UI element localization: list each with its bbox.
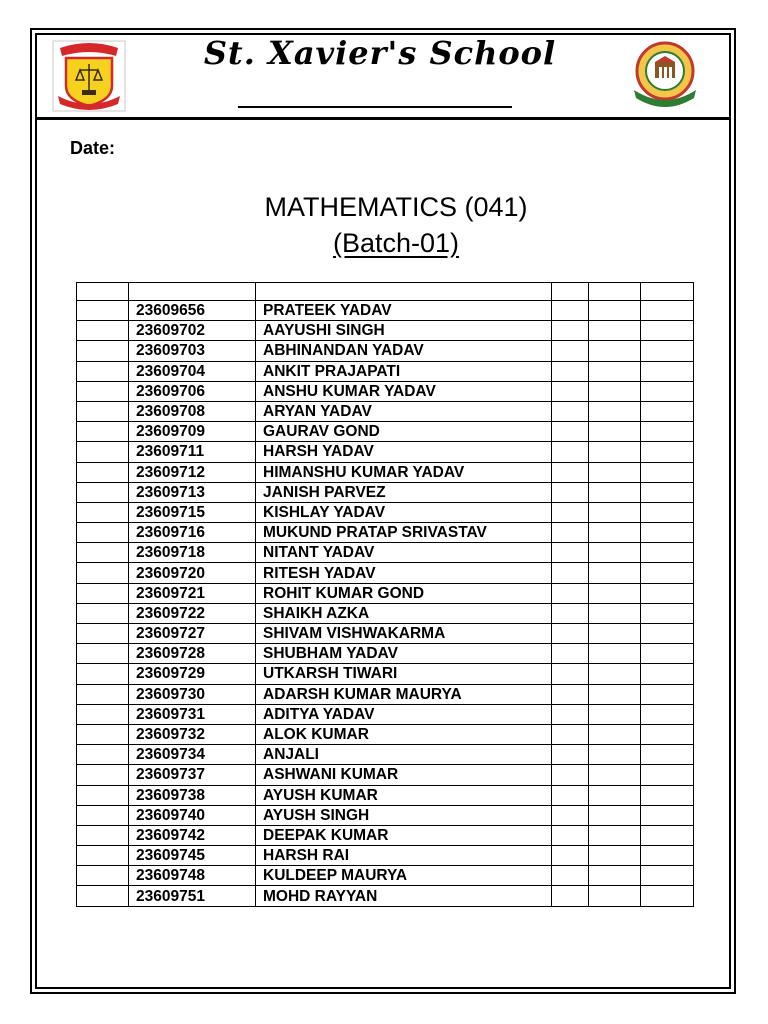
serial-cell — [77, 301, 129, 321]
blank-cell — [641, 866, 694, 886]
header-cell — [552, 283, 589, 301]
serial-cell — [77, 422, 129, 442]
blank-cell — [589, 563, 641, 583]
student-name-cell: ARYAN YADAV — [256, 401, 552, 421]
serial-cell — [77, 523, 129, 543]
student-name-cell: UTKARSH TIWARI — [256, 664, 552, 684]
blank-cell — [589, 482, 641, 502]
roll-number-cell: 23609716 — [129, 523, 256, 543]
roll-number-cell: 23609720 — [129, 563, 256, 583]
blank-cell — [641, 543, 694, 563]
roll-number-cell: 23609708 — [129, 401, 256, 421]
serial-cell — [77, 462, 129, 482]
table-row — [77, 422, 694, 442]
blank-cell — [552, 462, 589, 482]
table-row — [77, 462, 694, 482]
serial-cell — [77, 543, 129, 563]
blank-cell — [589, 866, 641, 886]
student-name-cell: ALOK KUMAR — [256, 724, 552, 744]
student-name-cell: ASHWANI KUMAR — [256, 765, 552, 785]
serial-cell — [77, 341, 129, 361]
serial-cell — [77, 603, 129, 623]
serial-cell — [77, 502, 129, 522]
serial-cell — [77, 664, 129, 684]
student-name-cell: ANKIT PRAJAPATI — [256, 361, 552, 381]
header-cell — [77, 283, 129, 301]
blank-cell — [552, 785, 589, 805]
roll-number-cell: 23609702 — [129, 321, 256, 341]
student-name-cell: NITANT YADAV — [256, 543, 552, 563]
blank-cell — [641, 301, 694, 321]
blank-cell — [641, 563, 694, 583]
blank-cell — [589, 785, 641, 805]
student-roster-table — [76, 282, 694, 907]
table-row — [77, 502, 694, 522]
roll-number-cell: 23609729 — [129, 664, 256, 684]
subject-title: MATHEMATICS (041) — [264, 192, 528, 222]
date-label: Date: — [70, 138, 116, 158]
student-name-cell: JANISH PARVEZ — [256, 482, 552, 502]
blank-cell — [641, 644, 694, 664]
header-divider — [35, 117, 731, 120]
blank-cell — [552, 543, 589, 563]
roll-number-cell: 23609740 — [129, 805, 256, 825]
blank-cell — [641, 462, 694, 482]
student-name-cell: ADARSH KUMAR MAURYA — [256, 684, 552, 704]
blank-cell — [552, 301, 589, 321]
blank-cell — [552, 846, 589, 866]
student-name-cell: AYUSH SINGH — [256, 805, 552, 825]
roll-number-cell: 23609656 — [129, 301, 256, 321]
serial-cell — [77, 846, 129, 866]
table-row — [77, 846, 694, 866]
blank-cell — [641, 603, 694, 623]
roll-number-cell: 23609718 — [129, 543, 256, 563]
blank-cell — [589, 724, 641, 744]
table-row — [77, 543, 694, 563]
table-row — [77, 785, 694, 805]
blank-cell — [589, 301, 641, 321]
serial-cell — [77, 401, 129, 421]
blank-cell — [552, 805, 589, 825]
blank-cell — [589, 502, 641, 522]
blank-cell — [552, 644, 589, 664]
blank-cell — [589, 462, 641, 482]
roll-number-cell: 23609745 — [129, 846, 256, 866]
blank-cell — [641, 381, 694, 401]
serial-cell — [77, 886, 129, 906]
table-row — [77, 381, 694, 401]
blank-cell — [552, 724, 589, 744]
roll-number-cell: 23609730 — [129, 684, 256, 704]
blank-cell — [641, 846, 694, 866]
roll-number-cell: 23609751 — [129, 886, 256, 906]
blank-cell — [552, 381, 589, 401]
serial-cell — [77, 361, 129, 381]
table-row — [77, 482, 694, 502]
table-row — [77, 301, 694, 321]
blank-cell — [552, 523, 589, 543]
blank-cell — [589, 442, 641, 462]
table-row — [77, 624, 694, 644]
table-row — [77, 745, 694, 765]
roll-number-cell: 23609711 — [129, 442, 256, 462]
table-row — [77, 724, 694, 744]
blank-cell — [552, 866, 589, 886]
serial-cell — [77, 805, 129, 825]
header-cell — [256, 283, 552, 301]
blank-cell — [589, 644, 641, 664]
roll-number-cell: 23609748 — [129, 866, 256, 886]
student-name-cell: GAURAV GOND — [256, 422, 552, 442]
blank-cell — [552, 825, 589, 845]
blank-cell — [552, 502, 589, 522]
blank-cell — [552, 603, 589, 623]
header-cell — [129, 283, 256, 301]
blank-cell — [552, 563, 589, 583]
roll-number-cell: 23609722 — [129, 603, 256, 623]
blank-cell — [641, 624, 694, 644]
blank-cell — [641, 482, 694, 502]
student-name-cell: SHIVAM VISHWAKARMA — [256, 624, 552, 644]
blank-cell — [552, 341, 589, 361]
blank-cell — [552, 745, 589, 765]
blank-cell — [589, 361, 641, 381]
blank-cell — [641, 583, 694, 603]
blank-cell — [552, 583, 589, 603]
school-name: St. Xavier's School — [203, 34, 557, 72]
blank-cell — [589, 422, 641, 442]
blank-cell — [589, 664, 641, 684]
table-row — [77, 523, 694, 543]
blank-cell — [641, 765, 694, 785]
student-name-cell: SHAIKH AZKA — [256, 603, 552, 623]
student-name-cell: HARSH YADAV — [256, 442, 552, 462]
batch-title — [196, 228, 596, 259]
table-row — [77, 321, 694, 341]
serial-cell — [77, 866, 129, 886]
header-cell — [589, 283, 641, 301]
blank-cell — [589, 321, 641, 341]
blank-cell — [641, 805, 694, 825]
blank-cell — [589, 341, 641, 361]
table-row — [77, 583, 694, 603]
table-row — [77, 684, 694, 704]
blank-cell — [641, 825, 694, 845]
blank-cell — [641, 724, 694, 744]
student-name-cell: ROHIT KUMAR GOND — [256, 583, 552, 603]
table-row — [77, 361, 694, 381]
blank-cell — [641, 704, 694, 724]
roll-number-cell: 23609712 — [129, 462, 256, 482]
blank-cell — [589, 583, 641, 603]
serial-cell — [77, 765, 129, 785]
blank-cell — [552, 765, 589, 785]
blank-cell — [641, 664, 694, 684]
blank-cell — [641, 401, 694, 421]
blank-cell — [641, 341, 694, 361]
roll-number-cell: 23609738 — [129, 785, 256, 805]
table-row — [77, 442, 694, 462]
table-row — [77, 401, 694, 421]
blank-cell — [589, 523, 641, 543]
student-name-cell: RITESH YADAV — [256, 563, 552, 583]
blank-cell — [552, 422, 589, 442]
table-row — [77, 563, 694, 583]
student-name-cell: HARSH RAI — [256, 846, 552, 866]
table-row — [77, 341, 694, 361]
table-row — [77, 704, 694, 724]
table-row — [77, 644, 694, 664]
serial-cell — [77, 482, 129, 502]
blank-cell — [589, 624, 641, 644]
blank-cell — [641, 442, 694, 462]
blank-cell — [589, 704, 641, 724]
table-row — [77, 603, 694, 623]
roll-number-cell: 23609713 — [129, 482, 256, 502]
batch-label: (Batch-01) — [332, 228, 460, 258]
table-row — [77, 805, 694, 825]
title-underline — [238, 106, 512, 108]
student-name-cell: ABHINANDAN YADAV — [256, 341, 552, 361]
student-name-cell: PRATEEK YADAV — [256, 301, 552, 321]
blank-cell — [641, 684, 694, 704]
serial-cell — [77, 321, 129, 341]
blank-cell — [589, 603, 641, 623]
roll-number-cell: 23609706 — [129, 381, 256, 401]
cbse-emblem-logo — [626, 38, 704, 110]
blank-cell — [552, 361, 589, 381]
serial-cell — [77, 684, 129, 704]
roll-number-cell: 23609709 — [129, 422, 256, 442]
serial-cell — [77, 624, 129, 644]
roll-number-cell: 23609704 — [129, 361, 256, 381]
serial-cell — [77, 442, 129, 462]
blank-cell — [552, 684, 589, 704]
serial-cell — [77, 785, 129, 805]
roll-number-cell: 23609728 — [129, 644, 256, 664]
roll-number-cell: 23609732 — [129, 724, 256, 744]
header-cell — [641, 283, 694, 301]
blank-cell — [552, 704, 589, 724]
student-name-cell: HIMANSHU KUMAR YADAV — [256, 462, 552, 482]
blank-cell — [589, 381, 641, 401]
blank-cell — [552, 886, 589, 906]
serial-cell — [77, 724, 129, 744]
student-name-cell: ANSHU KUMAR YADAV — [256, 381, 552, 401]
student-name-cell: MUKUND PRATAP SRIVASTAV — [256, 523, 552, 543]
student-name-cell: KULDEEP MAURYA — [256, 866, 552, 886]
serial-cell — [77, 381, 129, 401]
student-name-cell: ADITYA YADAV — [256, 704, 552, 724]
blank-cell — [552, 482, 589, 502]
roll-number-cell: 23609727 — [129, 624, 256, 644]
roll-number-cell: 23609721 — [129, 583, 256, 603]
blank-cell — [589, 745, 641, 765]
blank-cell — [589, 886, 641, 906]
blank-cell — [641, 361, 694, 381]
blank-cell — [589, 401, 641, 421]
roll-number-cell: 23609715 — [129, 502, 256, 522]
table-row — [77, 765, 694, 785]
roll-number-cell: 23609742 — [129, 825, 256, 845]
serial-cell — [77, 704, 129, 724]
table-row — [77, 664, 694, 684]
blank-cell — [589, 825, 641, 845]
blank-cell — [552, 321, 589, 341]
student-name-cell: SHUBHAM YADAV — [256, 644, 552, 664]
blank-cell — [552, 664, 589, 684]
blank-cell — [641, 422, 694, 442]
roll-number-cell: 23609731 — [129, 704, 256, 724]
blank-cell — [589, 543, 641, 563]
serial-cell — [77, 825, 129, 845]
blank-cell — [552, 624, 589, 644]
student-name-cell: MOHD RAYYAN — [256, 886, 552, 906]
roster-header-row — [77, 283, 694, 301]
student-name-cell: AAYUSHI SINGH — [256, 321, 552, 341]
student-name-cell: DEEPAK KUMAR — [256, 825, 552, 845]
serial-cell — [77, 644, 129, 664]
blank-cell — [641, 523, 694, 543]
serial-cell — [77, 745, 129, 765]
student-name-cell: KISHLAY YADAV — [256, 502, 552, 522]
blank-cell — [589, 846, 641, 866]
blank-cell — [641, 502, 694, 522]
blank-cell — [552, 401, 589, 421]
roll-number-cell: 23609703 — [129, 341, 256, 361]
blank-cell — [589, 765, 641, 785]
roll-number-cell: 23609734 — [129, 745, 256, 765]
student-name-cell: AYUSH KUMAR — [256, 785, 552, 805]
table-row — [77, 866, 694, 886]
serial-cell — [77, 563, 129, 583]
blank-cell — [641, 886, 694, 906]
blank-cell — [641, 321, 694, 341]
blank-cell — [641, 745, 694, 765]
blank-cell — [589, 684, 641, 704]
blank-cell — [641, 785, 694, 805]
school-crest-logo — [52, 40, 126, 112]
blank-cell — [589, 805, 641, 825]
roll-number-cell: 23609737 — [129, 765, 256, 785]
serial-cell — [77, 583, 129, 603]
blank-cell — [552, 442, 589, 462]
student-name-cell: ANJALI — [256, 745, 552, 765]
table-row — [77, 886, 694, 906]
table-row — [77, 825, 694, 845]
